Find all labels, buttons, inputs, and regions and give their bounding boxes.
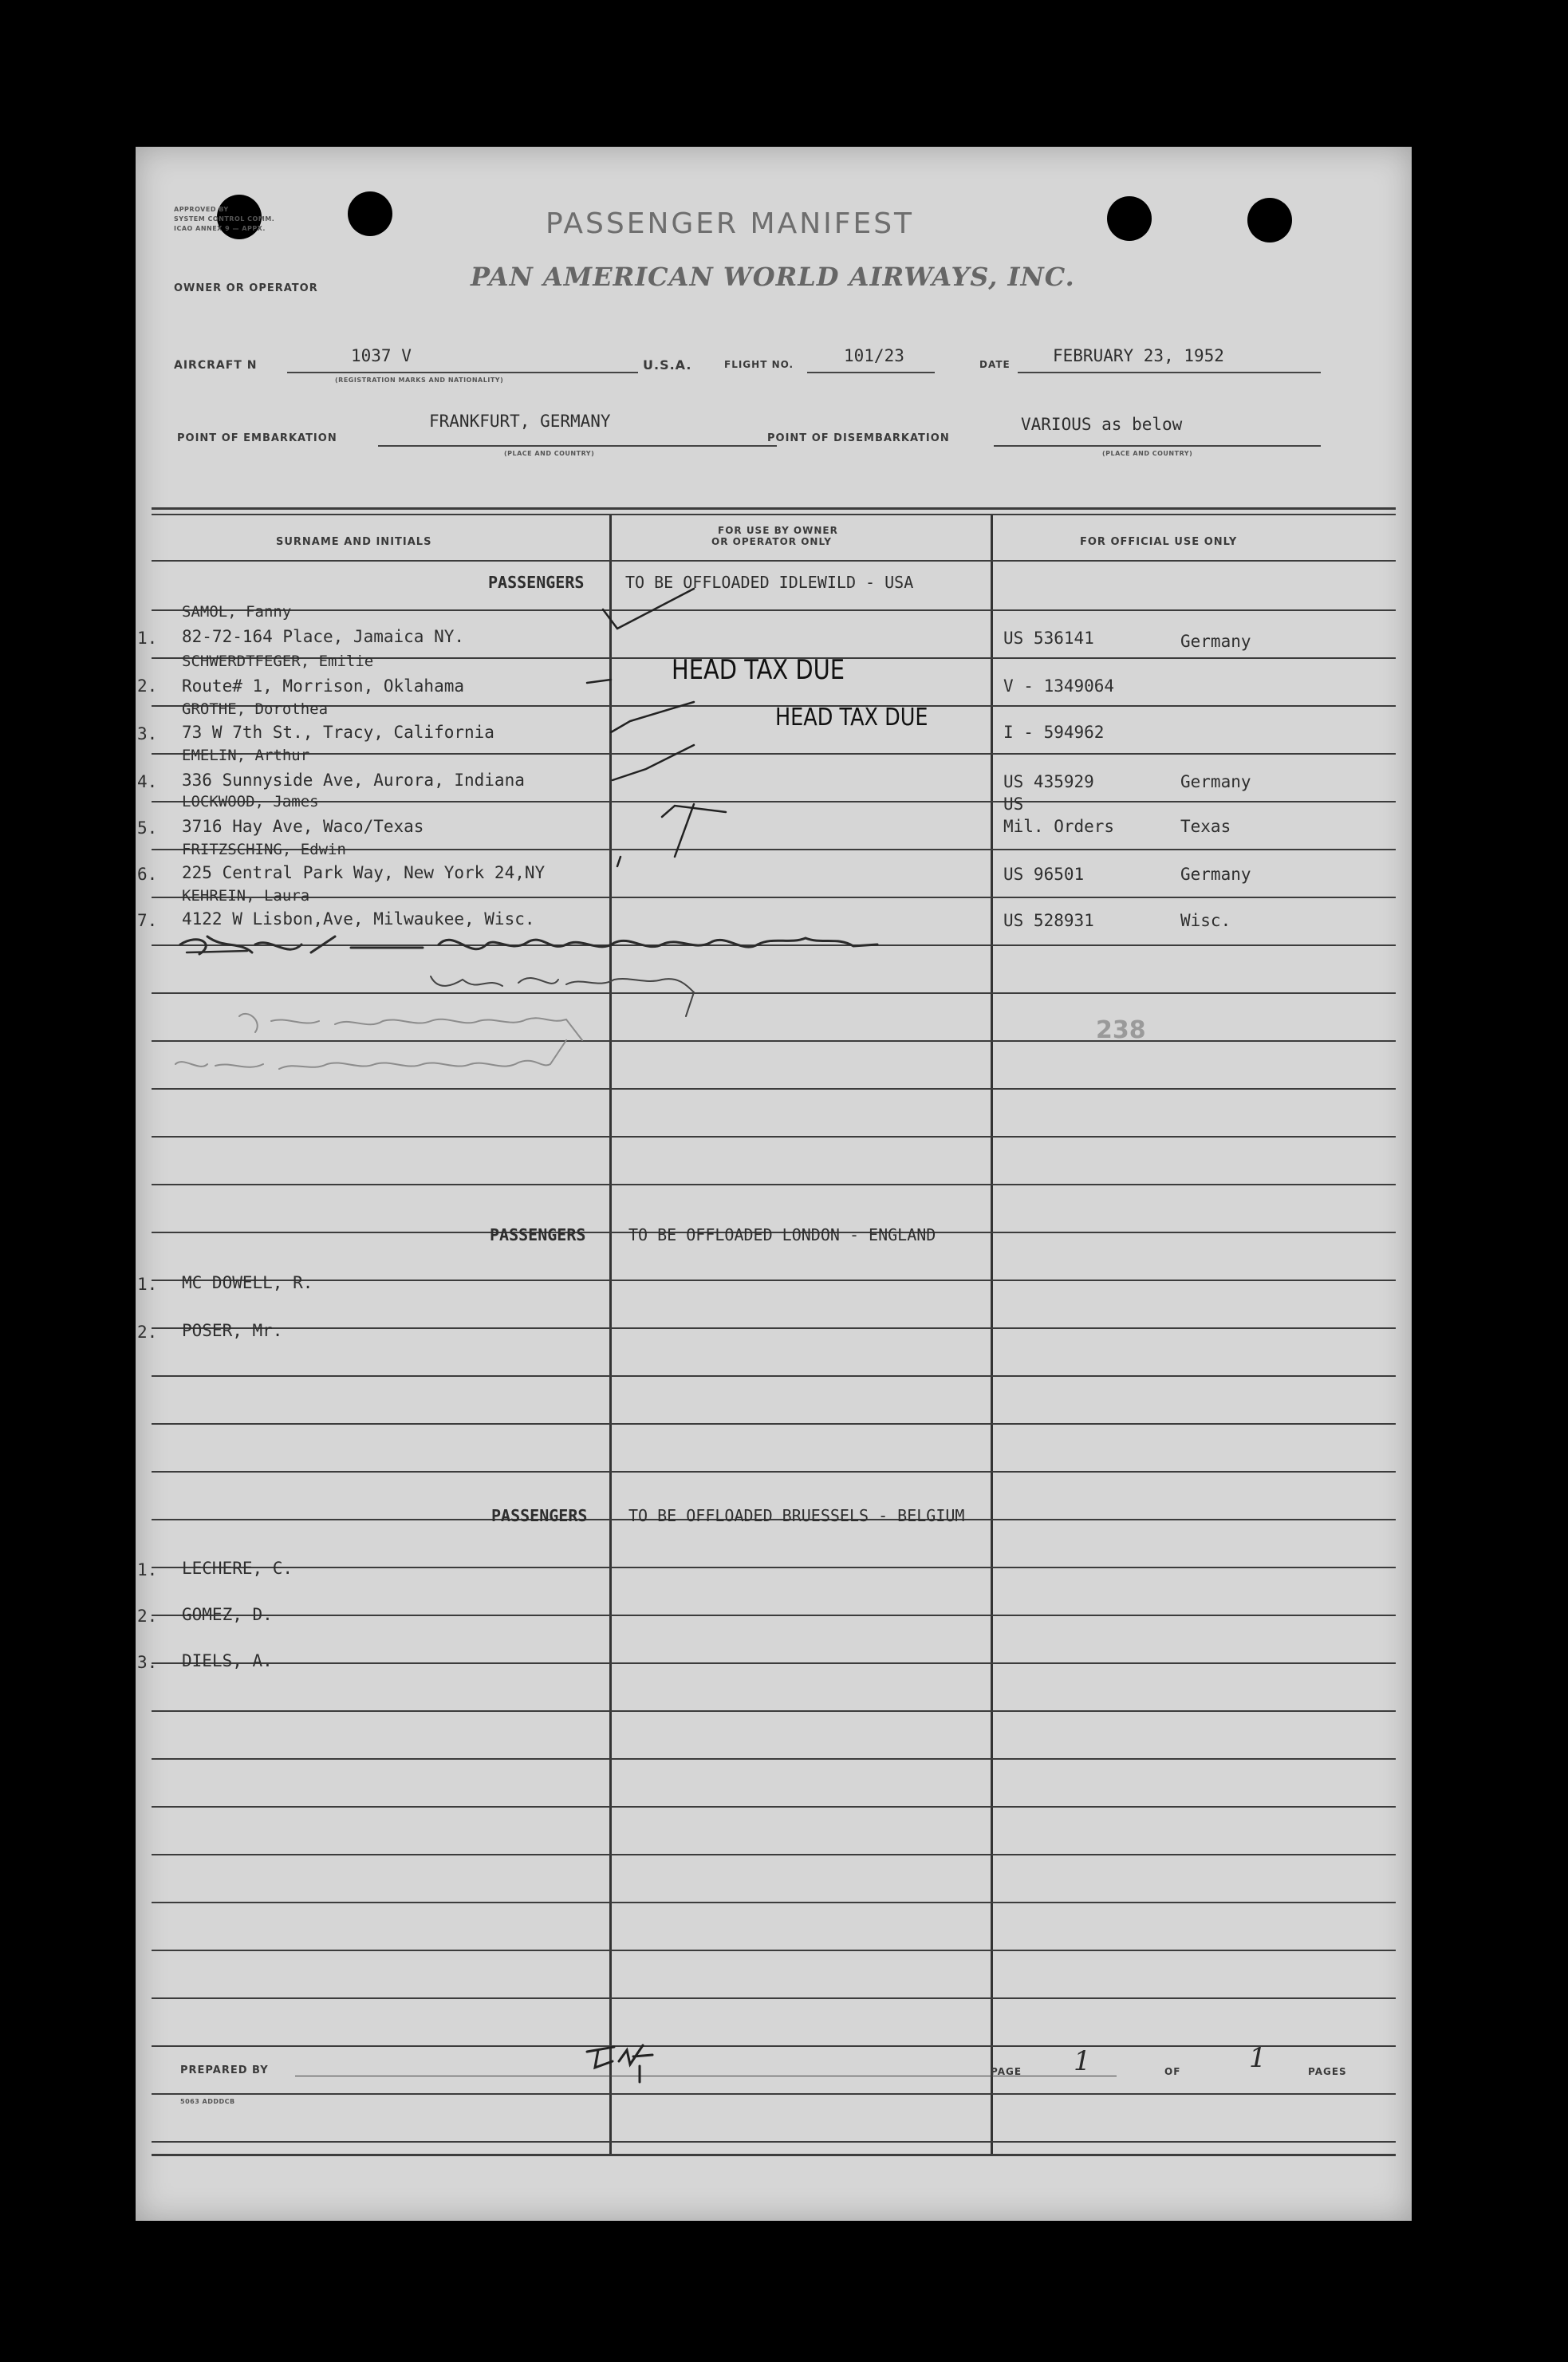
passenger-name: SAMOL, Fanny xyxy=(182,603,292,621)
prepared-by-label: PREPARED BY xyxy=(180,2064,269,2076)
official-id: US xyxy=(1003,795,1024,814)
date-value: FEBRUARY 23, 1952 xyxy=(1053,346,1224,365)
approval-line-1: APPROVED BY xyxy=(174,206,229,213)
passenger-number: 6. xyxy=(137,865,158,884)
form-title: PASSENGER MANIFEST xyxy=(546,207,915,240)
embarkation-label: POINT OF EMBARKATION xyxy=(177,432,337,444)
official-country: Germany xyxy=(1180,632,1251,651)
section-london-left: PASSENGERS xyxy=(490,1225,586,1244)
section-idlewild-right: TO BE OFFLOADED IDLEWILD - USA xyxy=(625,573,914,592)
passenger-number: 3. xyxy=(137,724,158,743)
passenger-number: 1. xyxy=(137,1275,158,1294)
passenger-name: GROTHE, Dorothea xyxy=(182,700,329,718)
official-id: V - 1349064 xyxy=(1003,676,1115,696)
passenger-number: 7. xyxy=(137,911,158,930)
head-tax-stamp-1: HEAD TAX DUE xyxy=(672,654,845,686)
faded-stamp-number: 238 xyxy=(1096,1016,1146,1044)
passenger-name: MC DOWELL, R. xyxy=(182,1273,313,1292)
aircraft-value: 1037 V xyxy=(351,346,412,365)
official-country: Wisc. xyxy=(1180,911,1231,930)
passenger-number: 4. xyxy=(137,772,158,791)
passenger-address: 225 Central Park Way, New York 24,NY xyxy=(182,863,546,882)
manifest-sheet xyxy=(136,147,1412,2221)
passenger-name: LOCKWOOD, James xyxy=(182,793,319,810)
passenger-address: 73 W 7th St., Tracy, California xyxy=(182,723,494,742)
of-label: OF xyxy=(1164,2066,1181,2077)
passenger-address: 82-72-164 Place, Jamaica NY. xyxy=(182,627,465,646)
passenger-address: 4122 W Lisbon,Ave, Milwaukee, Wisc. xyxy=(182,909,535,929)
prepared-by-signature xyxy=(136,147,1412,2221)
approval-line-2: SYSTEM CONTROL COMM. xyxy=(174,215,275,223)
official-country: Germany xyxy=(1180,865,1251,884)
passenger-number: 2. xyxy=(137,1607,158,1626)
form-code: 5063 ADDDCB xyxy=(180,2098,235,2105)
aircraft-label: AIRCRAFT N xyxy=(174,359,258,372)
airline-name: PAN AMERICAN WORLD AIRWAYS, INC. xyxy=(471,262,1075,292)
section-bruessels-right: TO BE OFFLOADED BRUESSELS - BELGIUM xyxy=(628,1506,965,1525)
flight-value: 101/23 xyxy=(844,346,904,365)
section-idlewild-left: PASSENGERS xyxy=(488,573,585,592)
disembarkation-sublabel: (PLACE AND COUNTRY) xyxy=(1102,450,1193,457)
passenger-number: 5. xyxy=(137,818,158,838)
aircraft-sublabel: (REGISTRATION MARKS AND NATIONALITY) xyxy=(335,377,504,384)
passenger-name: DIELS, A. xyxy=(182,1651,273,1670)
owner-label: OWNER OR OPERATOR xyxy=(174,282,318,294)
passenger-name: GOMEZ, D. xyxy=(182,1605,273,1624)
passenger-address: 3716 Hay Ave, Waco/Texas xyxy=(182,817,424,836)
approval-line-3: ICAO ANNEX 9 — APPX. xyxy=(174,225,266,232)
passenger-name: POSER, Mr. xyxy=(182,1321,283,1340)
official-id: I - 594962 xyxy=(1003,723,1105,742)
passenger-name: EMELIN, Arthur xyxy=(182,747,310,764)
passenger-number: 2. xyxy=(137,1323,158,1342)
official-id: US 536141 xyxy=(1003,629,1094,648)
passenger-number: 1. xyxy=(137,629,158,648)
passenger-number: 1. xyxy=(137,1560,158,1579)
passenger-name: KEHREIN, Laura xyxy=(182,887,310,905)
col-owner-header-2: OR OPERATOR ONLY xyxy=(711,536,832,547)
passenger-name: LECHERE, C. xyxy=(182,1559,294,1578)
official-id: US 528931 xyxy=(1003,911,1094,930)
official-id: US 96501 xyxy=(1003,865,1085,884)
of-value: 1 xyxy=(1249,2042,1267,2074)
pages-label: PAGES xyxy=(1308,2066,1347,2077)
page-label: PAGE xyxy=(991,2066,1022,2077)
page-value: 1 xyxy=(1074,2045,1091,2077)
date-label: DATE xyxy=(979,359,1011,370)
section-bruessels-left: PASSENGERS xyxy=(491,1506,588,1525)
passenger-name: FRITZSCHING, Edwin xyxy=(182,841,346,858)
usa-label: U.S.A. xyxy=(643,357,692,373)
passenger-address: Route# 1, Morrison, Oklahama xyxy=(182,676,465,696)
passenger-address: 336 Sunnyside Ave, Aurora, Indiana xyxy=(182,771,525,790)
embarkation-value: FRANKFURT, GERMANY xyxy=(429,412,611,431)
disembarkation-label: POINT OF DISEMBARKATION xyxy=(767,432,950,444)
col-official-header: FOR OFFICIAL USE ONLY xyxy=(1080,536,1238,548)
official-country: Texas xyxy=(1180,817,1231,836)
flight-label: FLIGHT NO. xyxy=(724,359,794,370)
passenger-number: 2. xyxy=(137,676,158,696)
official-orders: Mil. Orders xyxy=(1003,817,1115,836)
official-id: US 435929 xyxy=(1003,772,1094,791)
col-owner-header-1: FOR USE BY OWNER xyxy=(718,525,838,536)
passenger-name: SCHWERDTFEGER, Emilie xyxy=(182,653,374,670)
embarkation-sublabel: (PLACE AND COUNTRY) xyxy=(504,450,595,457)
disembarkation-value: VARIOUS as below xyxy=(1021,415,1183,434)
head-tax-stamp-2: HEAD TAX DUE xyxy=(775,704,928,731)
section-london-right: TO BE OFFLOADED LONDON - ENGLAND xyxy=(628,1225,936,1244)
official-country: Germany xyxy=(1180,772,1251,791)
col-surname-header: SURNAME AND INITIALS xyxy=(276,536,432,548)
passenger-number: 3. xyxy=(137,1653,158,1672)
